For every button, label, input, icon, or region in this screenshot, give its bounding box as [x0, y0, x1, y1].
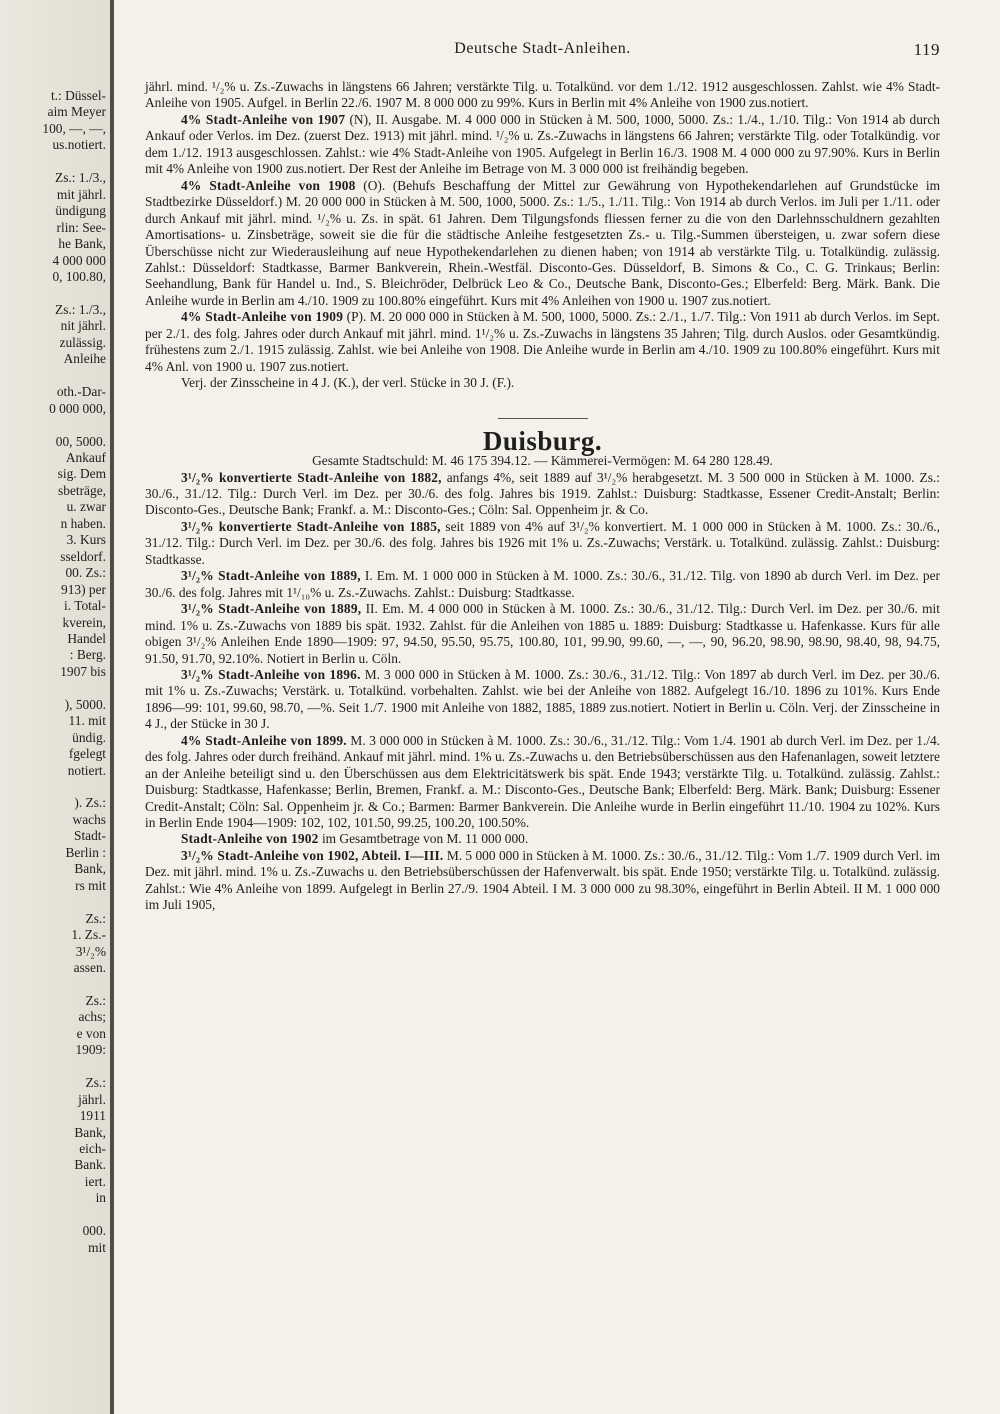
loan-text: (N), II. Ausgabe. M. 4 000 000 in Stücken à M. 500, 1000, 5000. Zs.: 1./4., 1./10. Tilg.: Von 1914 ab durch Ankauf oder Verlos. im Dez. (zuerst Dez. 1913) mit jährl. mind. ¹/₂% u. Zs.-Zuwachs in längstens 66 Jahren; verstärkte Tilg. oder Totalkündig. vor dem 1./12. 1913 ausgeschlossen. Zahlst.: wie 4% Stadt-Anleihe von 1905. Aufgelegt in Berlin 16./3. 1908 M. 4 000 000 zu 97.90%. Kurs in Berlin mit 4% Anleihe von 1900 zus.notiert. Der Rest der Anleihe im Betrage von M. 3 000 000 ist freihändig begeben.	[145, 111, 940, 177]
fragment-line: : Berg.	[69, 647, 106, 663]
fragment-line: ), 5000.	[64, 696, 106, 712]
fragment-line: 4 000 000	[52, 252, 106, 268]
loan-heading: 3¹/₂% Stadt-Anleihe von 1889,	[181, 568, 361, 584]
fragment-line: Bank,	[74, 861, 106, 877]
loan-text: I. Em. M. 1 000 000 in Stücken à M. 1000. Zs.: 30./6., 31./12. Tilg. von 1890 ab durch Verl. im Dez. per 30./6. des folg. Jahres mit 1¹/₁₀% u. Zs.-Zuwachs. Zahlst.: Duisburg: Stadtkasse.	[145, 568, 940, 600]
loan-heading: 3¹/₂% konvertierte Stadt-Anleihe von 1882,	[181, 469, 442, 485]
fragment-line: Bank.	[74, 1157, 106, 1173]
fragment-line: sig. Dem	[57, 466, 106, 482]
fragment-line: Berlin :	[65, 844, 106, 860]
duesseldorf-loan-1907	[145, 112, 940, 178]
fragment-line: eich-	[79, 1141, 106, 1156]
loan-text: anfangs 4%, seit 1889 auf 3¹/₂% herabgesetzt. M. 3 500 000 in Stücken à M. 1000. Zs.: 30./6., 31./12. Tilg.: Durch Verl. im Dez. per 30./6. des folg. Jahres bis 1919. Zahlst.: Duisburg: Stadtkasse, Essener Credit-Anstalt; Berlin: Disconto-Ges., Deutsche Bank; Frankf. a. M.: Disconto-Ges.; Cöln: Sal. Oppenheim jr. & Co.	[145, 469, 940, 518]
duisburg-loan-1899	[145, 733, 940, 832]
duesseldorf-verjaehrung: Verj. der Zinsscheine in 4 J. (K.), der verl. Stücke in 30 J. (F.).	[181, 375, 515, 391]
fragment-line: rlin: See-	[56, 219, 106, 235]
duisburg-loan-1902-total	[145, 831, 940, 847]
fragment-line: Stadt-	[74, 828, 106, 844]
fragment-line: Anleihe	[63, 351, 106, 367]
main-text-column	[145, 79, 940, 914]
fragment-line: 1909:	[75, 1042, 106, 1058]
duisburg-loan-1882	[145, 470, 940, 519]
fragment-line: he Bank,	[58, 236, 106, 252]
fragment-line: i. Total-	[64, 598, 106, 614]
fragment-line: 3. Kurs	[66, 532, 106, 548]
fragment-line: oth.-Dar-	[56, 384, 106, 400]
fragment-line: Zs.: 1./3.,	[55, 170, 106, 186]
fragment-line: Zs.:	[85, 992, 106, 1008]
loan-text: seit 1889 von 4% auf 3¹/₂% konvertiert. M. 1 000 000 in Stücken à M. 1000. Zs.: 30./6., 31./12. Tilg.: Durch Verl. im Dez. per 30./6. des folg. Jahres bis 1926 mit 1% u. Zs.-Zuwachs; Verstärk. u. Totalkünd. zulässig. Zahlst.: Duisburg: Stadtkasse.	[145, 518, 941, 567]
loan-heading: 4% Stadt-Anleihe von 1907	[181, 111, 346, 127]
fragment-line: t.: Düssel-	[50, 88, 106, 103]
loan-heading: Stadt-Anleihe von 1902	[181, 831, 319, 847]
loan-text: (O). (Behufs Beschaffung der Mittel zur Gewährung von Hypothekendarlehen auf Grundstücke im Stadtbezirke Düsseldorf.) M. 20 000 000 in Stücken à M. 500, 1000, 5000. Zs.: 1./5., 1./11. Tilg.: Von 1914 ab durch Verlos. im Juli per 1./11. oder durch Ankauf mit jährl. mind. ¹/₂% u. Zs. in spät. 61 Jahren. Dem Tilgungsfonds fliessen ferner zu die von den Darlehnsschuldnern gezahlten Amortisations- u. Zinsbeträge, soweit sie die für die städtische Anleihe festgesetzten Zs.- u. Tilg.-Summen übersteigen, u. zwar sofern diese Überschüsse nicht zur Wiederausleihung auf neue Hypothekendarlehen zu dienen haben; von 1914 ab verstärkte Tilg. u. Totalkündig. zulässig. Zahlst.: Düsseldorf: Stadtkasse, Barmer Bankverein, Rhein.-Westfäl. Disconto-Ges. Düsseldorf, B. Simons & Co., C. G. Trinkaus; Berlin: Seehandlung, Bank für Handel u. Ind., S. Bleichröder, Delbrück Leo & Co., Deutsche Bank, Disconto-Ges.; Elberfeld: Berg. Märk. Bank. Die Anleihe wurde in Berlin am 4./10. 1909 zu 100.80% eingeführt. Kurs mit 4% Anleihen von 1900 u. 1907 zus.notiert.	[145, 177, 940, 308]
fragment-line: Zs.:	[85, 910, 106, 926]
fragment-line: 100, —, —,	[42, 120, 106, 136]
loan-heading: 3¹/₂% Stadt-Anleihe von 1889,	[181, 601, 362, 617]
fragment-line: fgelegt	[68, 746, 106, 762]
loan-text: II. Em. M. 4 000 000 in Stücken à M. 1000. Zs.: 30./6., 31./12. Tilg.: Durch Verl. im Dez. per 30./6. mit mind. 1% u. Zs.-Zuwachs von 1889 bis spät. 1932. Zahlst. für die Anleihen von 1885 u. 1889: Duisburg: Stadtkasse u. Hafenkasse. Kurs für alle obigen 3¹/₂% Anleihen Ende 1890—1909: 97, 94.50, 95.50, 95.75, 100.80, 101, 99.90, 99.60, —, —, 90, 96.20, 98.90, 98.90, 98.40, 98, 94.75, 91.50, 91.70, 92.10%. Notiert in Berlin u. Cöln.	[145, 601, 940, 666]
fragment-line: 1. Zs.-	[71, 927, 106, 943]
fragment-line: Zs.:	[85, 1075, 106, 1091]
fragment-line: 0 000 000,	[49, 400, 106, 416]
fragment-line: mit jährl.	[56, 186, 106, 202]
duisburg-loan-1889-i	[145, 568, 940, 601]
fragment-line: jährl.	[78, 1091, 106, 1107]
section-gap	[145, 392, 940, 418]
fragment-line	[0, 417, 106, 433]
fragment-line: u. zwar	[66, 499, 106, 515]
section-divider	[498, 418, 588, 419]
page-header	[145, 40, 940, 64]
city-heading-duisburg: Duisburg.	[482, 425, 603, 456]
fragment-line: e von	[76, 1025, 106, 1041]
fragment-line	[0, 680, 106, 696]
duisburg-loan-1889-ii	[145, 601, 940, 667]
fragment-line: 00, 5000.	[55, 433, 106, 449]
fragment-line	[0, 285, 106, 301]
loan-heading: 4% Stadt-Anleihe von 1908	[181, 177, 356, 193]
previous-page-fragments	[0, 88, 106, 1256]
loan-text: M. 3 000 000 in Stücken à M. 1000. Zs.: 30./6., 31./12. Tilg.: Von 1897 ab durch Verl. im Dez. per 30./6. mit 1% u. Zs.-Zuwachs; Verstärk. u. Totalkünd. vorbehalten. Zahlst. wie bei der Anleihe von 1882. Aufgelegt 16./10. 1896 zu 101%. Kurs Ende 1896—99: 101, 99.60, 98.70, —%. Seit 1./7. 1900 mit Anleihe von 1882, 1885, 1889 zus.notiert. Notiert in Berlin u. Cöln. Verj. der Zinsscheine in 4 J., der Stücke in 30 J.	[145, 666, 940, 732]
fragment-line: ündig.	[72, 729, 106, 745]
fragment-line: 3¹/₂%	[75, 943, 106, 959]
fragment-line: 000.	[82, 1223, 106, 1239]
duisburg-loan-1896	[145, 667, 940, 733]
loan-heading: 3¹/₂% konvertierte Stadt-Anleihe von 1885,	[181, 518, 441, 534]
fragment-line: kverein,	[62, 614, 106, 630]
loan-heading: 3¹/₂% Stadt-Anleihe von 1902, Abteil. I—III.	[181, 847, 444, 863]
loan-heading: 3¹/₂% Stadt-Anleihe von 1896.	[181, 666, 361, 682]
loan-text: im Gesamtbetrage von M. 11 000 000.	[321, 831, 529, 847]
loan-heading: 4% Stadt-Anleihe von 1899.	[181, 732, 347, 748]
fragment-line: sbeträge,	[58, 482, 106, 498]
fragment-line: zulässig.	[59, 334, 106, 350]
running-title: Deutsche Stadt-Anleihen.	[454, 40, 631, 57]
fragment-line: assen.	[73, 960, 106, 976]
loan-text: M. 5 000 000 in Stücken à M. 1000. Zs.: 30./6., 31./12. Tilg.: Vom 1./7. 1909 durch Verl. im Dez. mit jährl. mind. 1% u. Zs.-Zuwachs u. den Betriebsüberschüssen der Hafenverwalt. bis spät. Ende 1950; verstärkte Tilg. u. Totalkünd. zulässig. Zahlst.: Wie 4% Anleihe von 1899. Aufgelegt in Berlin 27./9. 1904 Abteil. I M. 3 000 000 zu 98.30%, eingeführt in Berlin Abteil. II M. 1 000 000 im Juli 1905,	[145, 847, 940, 913]
fragment-line	[0, 1059, 106, 1075]
fragment-line: wachs	[72, 811, 106, 827]
page-fold-line	[110, 0, 114, 1414]
fragment-line: Zs.: 1./3.,	[55, 301, 106, 317]
duesseldorf-continuation: jährl. mind. ¹/₂% u. Zs.-Zuwachs in längstens 66 Jahren; verstärkte Tilg. u. Totalkünd. vor dem 1./12. 1912 ausgeschlossen. Zahlst. wie 4% Stadt-Anleihe von 1905. Aufgel. in Berlin 22./6. 1907 M. 8 000 000 zu 99%. Kurs in Berlin mit 4% Anleihe von 1900 zus.notiert.	[145, 79, 940, 111]
fragment-line: n haben.	[60, 515, 106, 531]
fragment-line: in	[95, 1190, 106, 1206]
fragment-line: 1907 bis	[60, 663, 106, 679]
fragment-line	[0, 368, 106, 384]
loan-text: M. 3 000 000 in Stücken à M. 1000. Zs.: 30./6., 31./12. Tilg.: Vom 1./4. 1901 ab durch Verl. im Dez. per 1./4. des folg. Jahres oder durch freihänd. Ankauf mit jährl. mind. 1% u. Zs.-Zuwachs u. den Betriebsüberschüssen aus den Hafenanlagen, soweit letztere an der Anleihe beteiligt sind u. den Überschüssen aus dem Elektricitätswerk bis spät. Ende 1943; verstärkte Tilg. u. Totalkünd. zulässig. Zahlst.: Duisburg: Stadtkasse, Hafenkasse; Berlin, Bremen, Frankf. a. M.: Disconto-Ges., Deutsche Bank; Elberfeld: Berg. Märk. Bank; Duisburg: Essener Credit-Anstalt; Cöln: Sal. Oppenheim jr. & Co.; Barmen: Barmer Bankverein. Die Anleihe wurde in Berlin eingeführt 11./10. 1904 zu 102%. Kurs in Berlin Ende 1904—1909: 102, 102, 101.50, 99.25, 100.20, 100.50%.	[145, 732, 940, 831]
fragment-line	[0, 976, 106, 992]
fragment-line: rs mit	[75, 877, 106, 893]
fragment-line: notiert.	[67, 762, 106, 778]
fragment-line	[0, 154, 106, 170]
fragment-line: Bank,	[74, 1124, 106, 1140]
page-number: 119	[913, 40, 940, 59]
fragment-line: ). Zs.:	[74, 795, 106, 811]
duesseldorf-loan-1909	[145, 309, 940, 375]
fragment-line	[0, 1207, 106, 1223]
fragment-line: 0, 100.80,	[52, 268, 106, 284]
duesseldorf-loan-1908	[145, 178, 940, 310]
fragment-line: 11. mit	[68, 713, 106, 729]
loan-heading: 4% Stadt-Anleihe von 1909	[181, 309, 344, 325]
fragment-line: us.notiert.	[52, 137, 106, 153]
fragment-line: ündigung	[55, 203, 106, 219]
duisburg-debt-summary: Gesamte Stadtschuld: M. 46 175 394.12. — Kämmerei-Vermögen: M. 64 280 128.49.	[312, 453, 773, 469]
loan-text: (P). M. 20 000 000 in Stücken à M. 500, 1000, 5000. Zs.: 2./1., 1./7. Tilg.: Von 1911 ab durch Verlos. im Sept. per 2./1. des folg. Jahres oder durch Ankauf mit jährl. mind. 1¹/₂% u. Zs.-Zuwachs in längstens 35 Jahren; Tilg. durch Auslos. oder Gesamtkündig. frühestens zum 2./1. 1915 zulässig. Zahlst. wie bei Anleihe von 1908. Die Anleihe wurde in Berlin am 4./10. 1909 zu 100.80% eingeführt. Kurs mit 4% Anl. von 1900 u. 1907 zus.notiert.	[145, 309, 940, 374]
fragment-line: achs;	[78, 1009, 106, 1025]
fragment-line: aim Meyer	[47, 104, 106, 120]
fragment-line: 913) per	[61, 581, 106, 597]
fragment-line: Handel	[67, 630, 106, 646]
fragment-line	[0, 779, 106, 795]
fragment-line: mit	[88, 1239, 106, 1255]
fragment-line: 1911	[79, 1108, 106, 1124]
duisburg-loan-1902-abteil	[145, 848, 940, 914]
fragment-line: sseldorf.	[60, 548, 106, 564]
fragment-line: nit jährl.	[60, 318, 106, 334]
fragment-line: iert.	[84, 1173, 106, 1189]
fragment-line: Ankauf	[65, 449, 106, 465]
fragment-line	[0, 894, 106, 910]
duisburg-loan-1885	[145, 519, 940, 568]
fragment-line: 00. Zs.:	[65, 565, 106, 581]
